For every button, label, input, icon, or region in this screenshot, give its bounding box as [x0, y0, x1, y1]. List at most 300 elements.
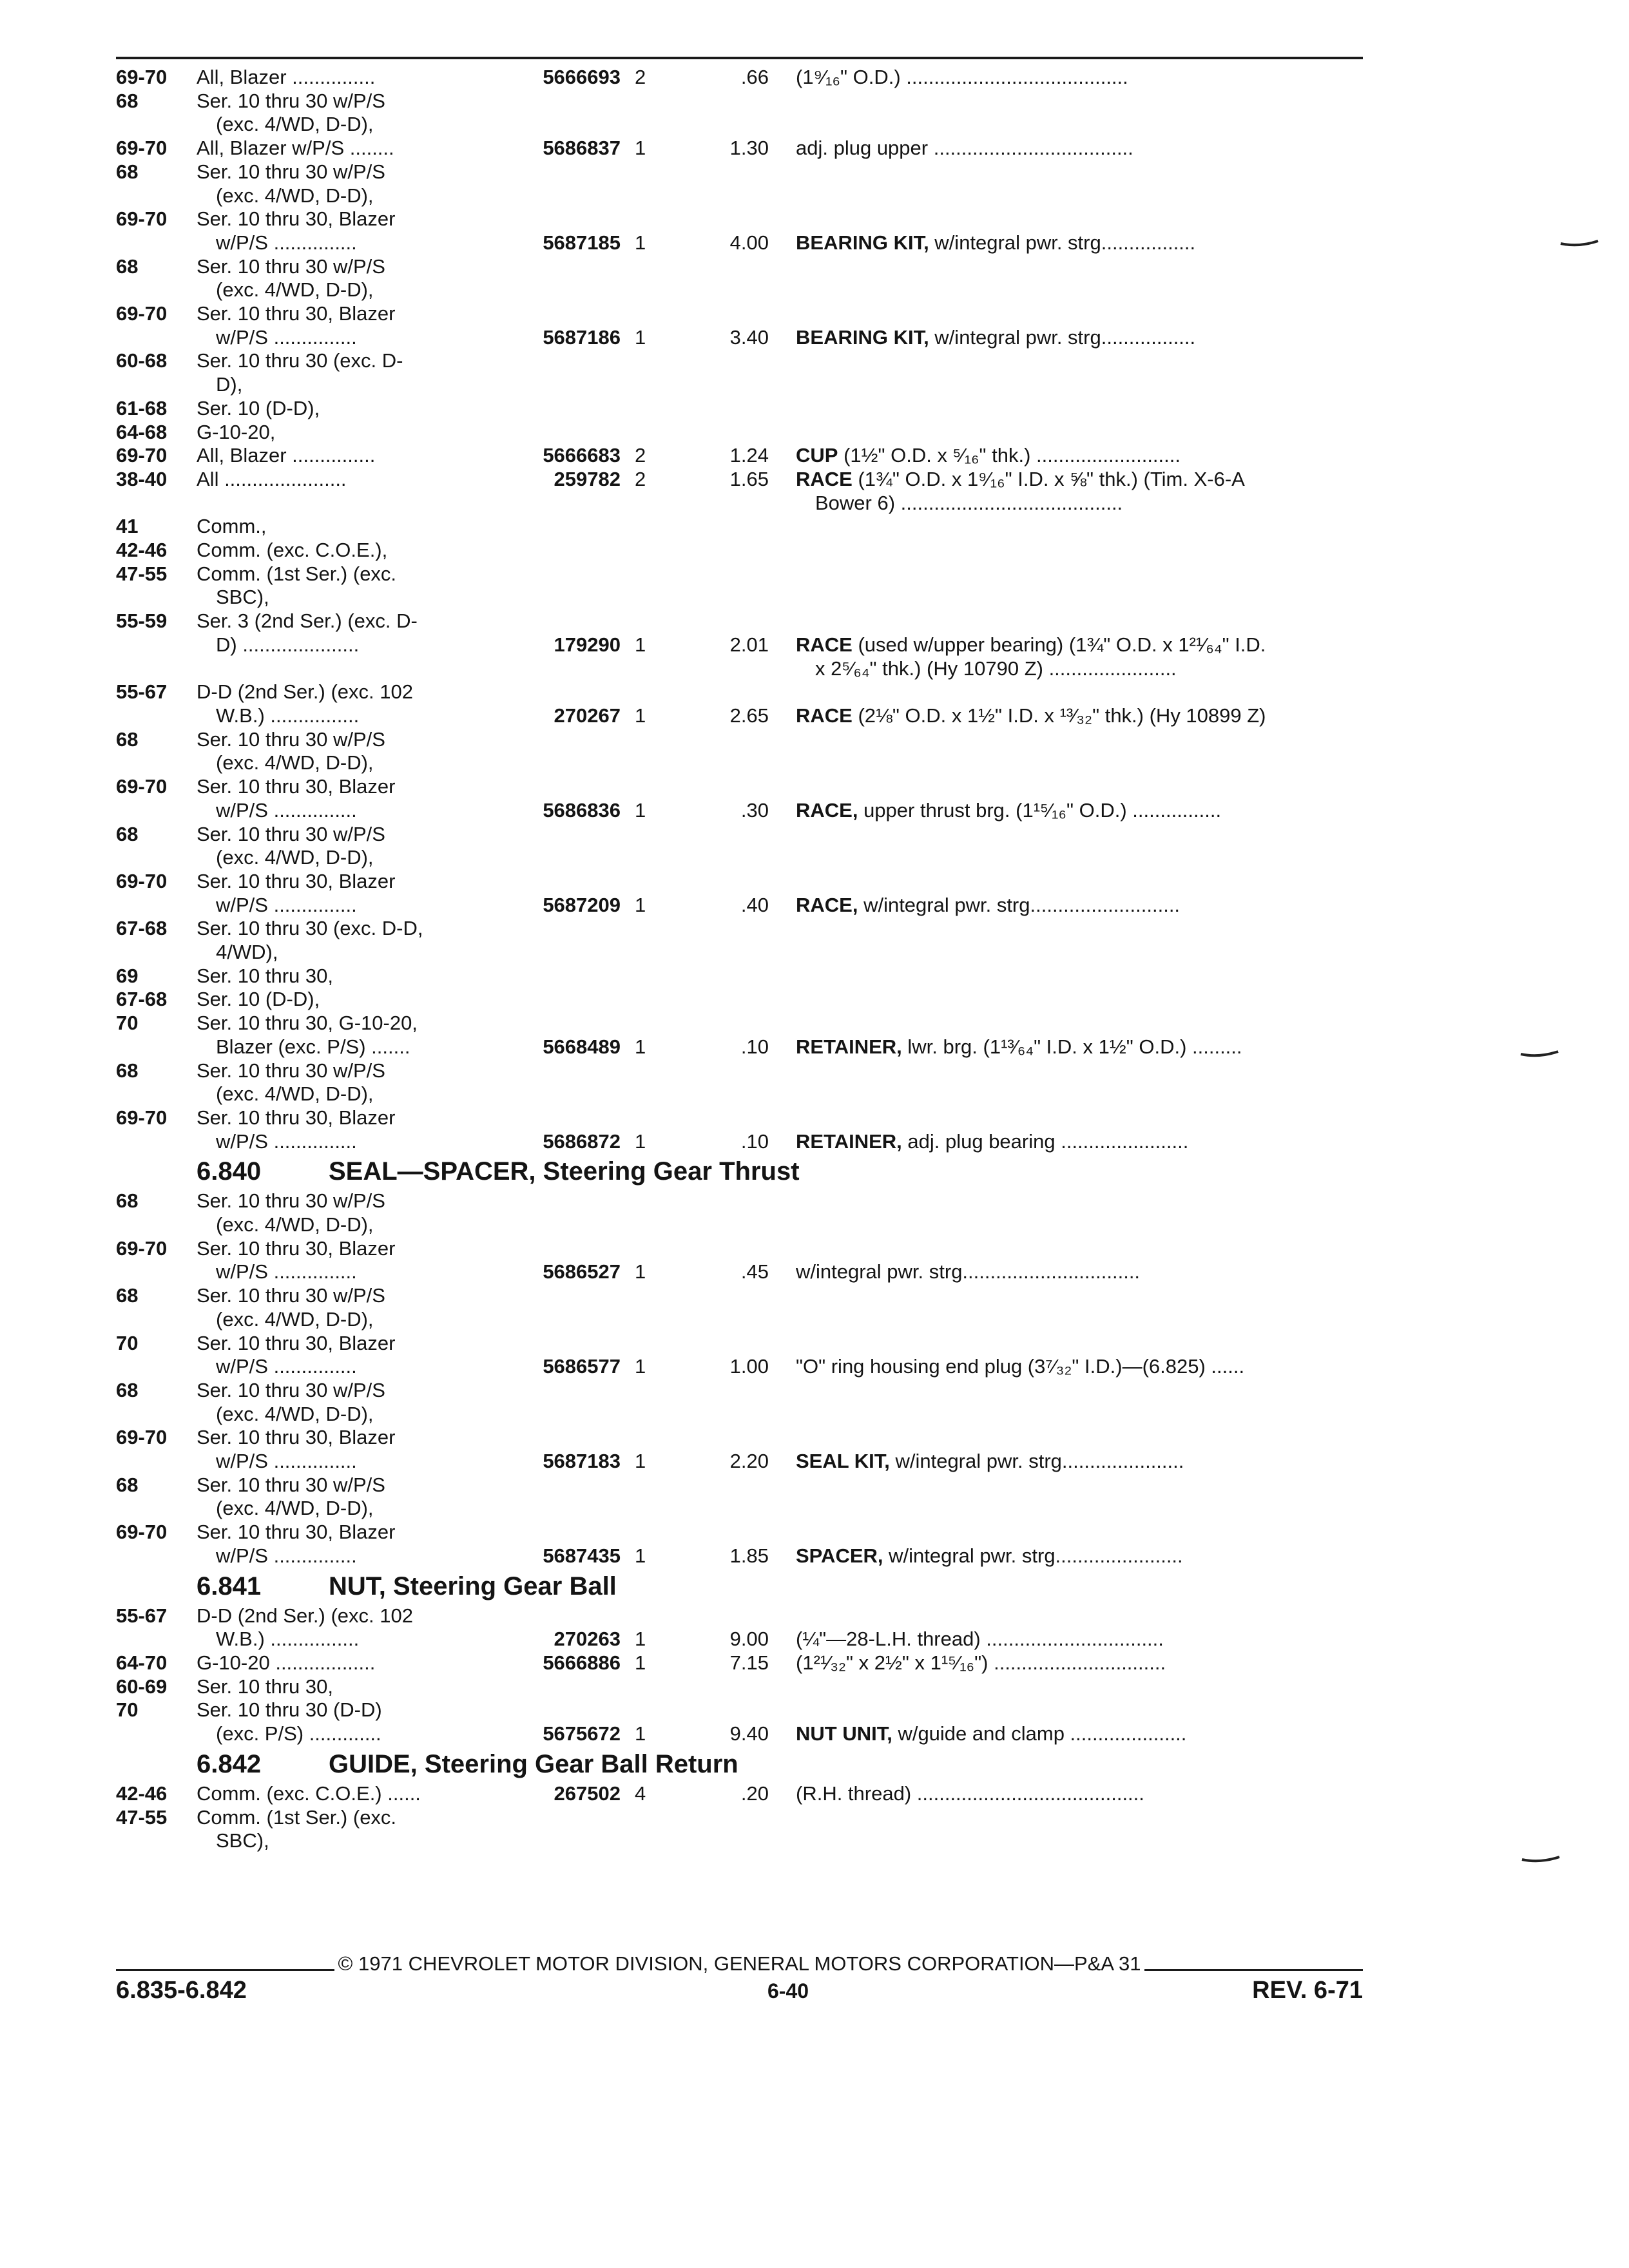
part-number: 5666683: [543, 444, 621, 467]
quantity: [628, 373, 677, 397]
quantity: [628, 728, 677, 752]
section-heading: [116, 1153, 1363, 1189]
part-number: [480, 1012, 628, 1035]
description: [796, 1651, 1350, 1675]
description: [796, 1059, 1350, 1083]
quantity: [628, 278, 677, 302]
application: Ser. 10 thru 30, Blazer: [197, 1331, 396, 1354]
model-years: 68: [116, 727, 139, 751]
description: [796, 66, 1350, 90]
description: [796, 349, 1350, 373]
description-keyword: SPACER,: [796, 1544, 883, 1567]
price: [677, 775, 796, 799]
application: (exc. 4/WD, D-D),: [216, 184, 374, 207]
description: [796, 1722, 1350, 1746]
description: [796, 444, 1350, 468]
application: Ser. 10 thru 30 w/P/S: [197, 1378, 385, 1401]
part-number: 270267: [554, 704, 621, 727]
application: [197, 492, 480, 515]
application: Ser. 10 (D-D),: [197, 396, 320, 419]
price: .20: [740, 1782, 769, 1805]
description: [796, 1237, 1350, 1261]
description: [796, 988, 1350, 1012]
quantity: [628, 870, 677, 894]
application: G-10-20 ..................: [197, 1651, 376, 1674]
quantity: [628, 349, 677, 373]
part-number: [480, 184, 628, 208]
price: [677, 846, 796, 870]
model-years: 69-70: [116, 66, 168, 88]
quantity: [628, 255, 677, 279]
price: [677, 1403, 796, 1427]
description: [796, 917, 1350, 941]
part-number: [480, 160, 628, 184]
model-years: 67-68: [116, 988, 168, 1011]
application: Ser. 10 thru 30 (exc. D-D,: [197, 917, 423, 940]
part-number: [480, 515, 628, 539]
price: [677, 421, 796, 445]
description: [796, 657, 1350, 681]
model-years: 69-70: [116, 869, 168, 892]
quantity: [628, 680, 677, 704]
table-row: [116, 1450, 1363, 1474]
part-number: 5687435: [543, 1544, 621, 1567]
model-years: [116, 941, 197, 965]
price: [677, 1082, 796, 1106]
table-row: [116, 941, 1363, 965]
quantity: [628, 1012, 677, 1035]
model-years: 42-46: [116, 539, 168, 562]
quantity: [628, 90, 677, 113]
price: .30: [740, 798, 769, 822]
table-row: [116, 1106, 1363, 1130]
application: w/P/S ...............: [216, 1450, 357, 1473]
table-row: [116, 1628, 1363, 1651]
table-row: [116, 680, 1363, 704]
table-row: [116, 1012, 1363, 1035]
table-row: [116, 1544, 1363, 1568]
model-years: 47-55: [116, 1805, 168, 1829]
price: [677, 1213, 796, 1237]
part-number: 5668489: [543, 1035, 621, 1058]
price: 1.00: [729, 1355, 769, 1378]
quantity: 4: [635, 1782, 646, 1805]
application: Ser. 10 thru 30 w/P/S: [197, 89, 385, 112]
quantity: [628, 1521, 677, 1544]
description: [796, 1284, 1350, 1308]
application: Ser. 10 thru 30, Blazer: [197, 1236, 396, 1260]
quantity: 1: [635, 1544, 646, 1567]
description: [796, 231, 1350, 255]
table-row: [116, 160, 1363, 184]
description-keyword: CUP: [796, 444, 838, 467]
model-years: [116, 1403, 197, 1427]
table-row: [116, 492, 1363, 515]
application: 4/WD),: [216, 941, 278, 964]
description-text: (1½" O.D. x ⁵⁄₁₆" thk.) ..........................: [838, 444, 1181, 467]
section-number: 6.841: [197, 1571, 262, 1600]
quantity: 1: [635, 1260, 646, 1283]
quantity: [628, 775, 677, 799]
part-number: [480, 1082, 628, 1106]
description: [796, 137, 1350, 160]
application: D),: [216, 373, 243, 396]
description: [796, 1332, 1350, 1356]
application: Ser. 10 thru 30, Blazer: [197, 1426, 396, 1449]
description: [796, 751, 1350, 775]
quantity: [628, 421, 677, 445]
table-row: [116, 1082, 1363, 1106]
application: (exc. 4/WD, D-D),: [216, 1082, 374, 1106]
quantity: 1: [635, 231, 646, 254]
description: [796, 1130, 1350, 1154]
price: [677, 1829, 796, 1853]
part-number: [480, 255, 628, 279]
description-keyword: BEARING KIT,: [796, 231, 929, 254]
model-years: 68: [116, 1473, 139, 1496]
part-number: 5686836: [543, 798, 621, 822]
quantity: [628, 562, 677, 586]
description: [796, 680, 1350, 704]
description: [796, 1474, 1350, 1497]
model-years: [116, 184, 197, 208]
quantity: [628, 1213, 677, 1237]
price: [677, 515, 796, 539]
quantity: 1: [635, 893, 646, 916]
part-number: [480, 1059, 628, 1083]
quantity: [628, 1675, 677, 1699]
application: Ser. 10 thru 30 (D-D): [197, 1698, 382, 1722]
description: [796, 1426, 1350, 1450]
footer-bottom: [116, 1977, 1363, 2004]
description: [796, 1450, 1350, 1474]
application: (exc. 4/WD, D-D),: [216, 1307, 374, 1331]
part-number: 179290: [554, 633, 621, 656]
description: [796, 90, 1350, 113]
table-row: [116, 1521, 1363, 1544]
price: .45: [740, 1260, 769, 1283]
description-keyword: RETAINER,: [796, 1035, 902, 1058]
table-row: [116, 1722, 1363, 1746]
description-keyword: BEARING KIT,: [796, 325, 929, 349]
model-years: [116, 1829, 197, 1853]
quantity: [628, 1237, 677, 1261]
table-row: [116, 1403, 1363, 1427]
part-number: 5675672: [543, 1722, 621, 1745]
table-row: [116, 137, 1363, 160]
table-row: [116, 1355, 1363, 1379]
table-row: [116, 66, 1363, 90]
price: [677, 941, 796, 965]
section-title: NUT, Steering Gear Ball: [329, 1571, 617, 1600]
part-number: 5686837: [543, 137, 621, 160]
quantity: [628, 823, 677, 847]
description-text: lwr. brg. (1¹³⁄₆₄" I.D. x 1½" O.D.) .........: [901, 1035, 1242, 1058]
table-row: [116, 1675, 1363, 1699]
description: [796, 870, 1350, 894]
description: [796, 965, 1350, 988]
part-number: [480, 1308, 628, 1332]
table-row: [116, 728, 1363, 752]
description: [796, 1675, 1350, 1699]
model-years: [116, 799, 197, 823]
model-years: [116, 1544, 197, 1568]
table-row: [116, 775, 1363, 799]
table-row: [116, 1379, 1363, 1403]
application: Ser. 10 thru 30,: [197, 964, 333, 987]
model-years: 69-70: [116, 1521, 168, 1544]
description: [796, 1698, 1350, 1722]
table-row: [116, 421, 1363, 445]
model-years: [116, 894, 197, 918]
section-title: SEAL—SPACER, Steering Gear Thrust: [329, 1157, 800, 1186]
application: Comm. (1st Ser.) (exc.: [197, 562, 397, 585]
price: 9.00: [729, 1628, 769, 1651]
quantity: [628, 941, 677, 965]
description: [796, 1497, 1350, 1521]
description-keyword: SEAL KIT,: [796, 1450, 890, 1473]
price: 7.15: [729, 1651, 769, 1674]
quantity: [628, 1059, 677, 1083]
model-years: 38-40: [116, 467, 168, 490]
description: [796, 1806, 1350, 1830]
application: w/P/S ...............: [216, 798, 357, 822]
table-row: [116, 1332, 1363, 1356]
price: [677, 278, 796, 302]
description: [796, 278, 1350, 302]
price: 1.65: [729, 467, 769, 490]
model-years: 61-68: [116, 396, 168, 419]
table-row: [116, 349, 1363, 373]
description-text: (1¾" O.D. x 1⁹⁄₁₆" I.D. x ⅝" thk.) (Tim. X-6-A: [852, 467, 1245, 490]
part-number: [480, 492, 628, 515]
part-number: [480, 1604, 628, 1628]
part-number: [480, 1675, 628, 1699]
part-number: [480, 1237, 628, 1261]
application: D-D (2nd Ser.) (exc. 102: [197, 680, 413, 704]
price: [677, 728, 796, 752]
description-text: (used w/upper bearing) (1¾" O.D. x 1²¹⁄₆₄" I.D.: [852, 633, 1266, 656]
price: [677, 1284, 796, 1308]
price: [677, 1521, 796, 1544]
quantity: 1: [635, 798, 646, 822]
price: [677, 965, 796, 988]
parts-catalog-page: [116, 57, 1363, 1853]
model-years: 55-67: [116, 680, 168, 704]
price: .40: [740, 893, 769, 916]
description-text: w/integral pwr. strg.................: [929, 325, 1196, 349]
application: Ser. 10 thru 30, Blazer: [197, 302, 396, 325]
part-number: [480, 728, 628, 752]
price: [677, 255, 796, 279]
model-years: [116, 492, 197, 515]
description-text: (2⅛" O.D. x 1½" I.D. x ¹³⁄₃₂" thk.) (Hy 10899 Z): [852, 704, 1266, 727]
quantity: [628, 1604, 677, 1628]
section-range: 6.835-6.842: [116, 1977, 247, 2004]
part-number: [480, 775, 628, 799]
price: [677, 184, 796, 208]
footer-rule-left: [116, 1969, 334, 1971]
model-years: 69-70: [116, 1426, 168, 1449]
model-years: [116, 113, 197, 137]
description-text: w/integral pwr. strg.......................: [883, 1544, 1183, 1567]
price: [677, 680, 796, 704]
price: [677, 751, 796, 775]
quantity: [628, 1497, 677, 1521]
application: w/P/S ...............: [216, 893, 357, 916]
part-number: 5686527: [543, 1260, 621, 1283]
application: All, Blazer ...............: [197, 66, 376, 88]
application: Comm. (exc. C.O.E.),: [197, 539, 388, 562]
part-number: [480, 1426, 628, 1450]
price: [677, 302, 796, 326]
table-row: [116, 965, 1363, 988]
model-years: 41: [116, 515, 139, 538]
application: w/P/S ...............: [216, 1355, 357, 1378]
part-number: 5687209: [543, 893, 621, 916]
quantity: [628, 1474, 677, 1497]
application: (exc. 4/WD, D-D),: [216, 1402, 374, 1425]
table-row: [116, 1497, 1363, 1521]
model-years: [116, 751, 197, 775]
application: Ser. 10 thru 30 w/P/S: [197, 727, 385, 751]
table-row: [116, 1308, 1363, 1332]
model-years: 42-46: [116, 1782, 168, 1805]
description-text: w/integral pwr. strg......................: [889, 1450, 1184, 1473]
description: [796, 586, 1350, 610]
price: [677, 160, 796, 184]
table-row: [116, 278, 1363, 302]
model-years: [116, 373, 197, 397]
quantity: [628, 988, 677, 1012]
application: Ser. 10 thru 30 (exc. D-: [197, 349, 403, 372]
application: Ser. 10 thru 30 w/P/S: [197, 1059, 385, 1082]
table-row: [116, 255, 1363, 279]
part-number: [480, 586, 628, 610]
model-years: [116, 586, 197, 610]
quantity: [628, 302, 677, 326]
part-number: [480, 1332, 628, 1356]
page-footer: [116, 1952, 1363, 2004]
description-text: x 2⁵⁄₆₄" thk.) (Hy 10790 Z) .......................: [815, 657, 1177, 680]
price: [677, 1189, 796, 1213]
description: [796, 633, 1350, 657]
quantity: 1: [635, 137, 646, 160]
table-row: [116, 1651, 1363, 1675]
quantity: [628, 965, 677, 988]
description-keyword: NUT UNIT,: [796, 1722, 892, 1745]
table-row: [116, 1474, 1363, 1497]
part-number: [480, 965, 628, 988]
model-years: 68: [116, 89, 139, 112]
part-number: [480, 1806, 628, 1830]
description: [796, 1213, 1350, 1237]
price: [677, 562, 796, 586]
description: [796, 1628, 1350, 1651]
table-row: [116, 1237, 1363, 1261]
application: (exc. 4/WD, D-D),: [216, 751, 374, 774]
description-keyword: RACE,: [796, 798, 858, 822]
model-years: 60-68: [116, 349, 168, 372]
price: .10: [740, 1035, 769, 1058]
quantity: [628, 1426, 677, 1450]
margin-check-mark: [1519, 1050, 1559, 1059]
description: [796, 302, 1350, 326]
description: [796, 184, 1350, 208]
model-years: [116, 1308, 197, 1332]
section-heading: [116, 1746, 1363, 1782]
price: [677, 349, 796, 373]
application: [197, 657, 480, 681]
description-text: Bower 6) ........................................: [815, 491, 1123, 514]
description-keyword: RETAINER,: [796, 1129, 902, 1153]
quantity: [628, 610, 677, 633]
description: [796, 1604, 1350, 1628]
part-number: [480, 1106, 628, 1130]
description: [796, 1035, 1350, 1059]
table-row: [116, 444, 1363, 468]
model-years: 69-70: [116, 137, 168, 160]
table-row: [116, 302, 1363, 326]
part-number: [480, 917, 628, 941]
quantity: [628, 539, 677, 562]
price: [677, 1012, 796, 1035]
table-row: [116, 1213, 1363, 1237]
table-row: [116, 633, 1363, 657]
description: [796, 562, 1350, 586]
part-number: [480, 373, 628, 397]
table-row: [116, 1260, 1363, 1284]
part-number: [480, 1284, 628, 1308]
price: 4.00: [729, 231, 769, 254]
part-number: [480, 1403, 628, 1427]
quantity: [628, 1106, 677, 1130]
quantity: [628, 160, 677, 184]
model-years: 68: [116, 160, 139, 183]
model-years: 64-68: [116, 420, 168, 443]
price: [677, 988, 796, 1012]
description: [796, 704, 1350, 728]
part-number: 267502: [554, 1782, 621, 1805]
description: [796, 207, 1350, 231]
quantity: [628, 1332, 677, 1356]
quantity: 1: [635, 1035, 646, 1058]
model-years: 60-69: [116, 1675, 168, 1698]
description: [796, 775, 1350, 799]
quantity: [628, 1082, 677, 1106]
description: [796, 421, 1350, 445]
copyright-text: © 1971 CHEVROLET MOTOR DIVISION, GENERAL MOTORS CORPORATION—P&A 31: [338, 1952, 1141, 1975]
price: [677, 1698, 796, 1722]
part-number: 5687186: [543, 325, 621, 349]
quantity: 2: [635, 444, 646, 467]
quantity: [628, 515, 677, 539]
application: All, Blazer ...............: [197, 444, 376, 467]
table-row: [116, 562, 1363, 586]
quantity: [628, 1189, 677, 1213]
part-number: [480, 1474, 628, 1497]
table-row: [116, 1829, 1363, 1853]
model-years: 70: [116, 1698, 139, 1722]
application: Ser. 10 thru 30 w/P/S: [197, 822, 385, 845]
application: w/P/S ...............: [216, 1129, 357, 1153]
part-number: 270263: [554, 1628, 621, 1651]
table-row: [116, 1189, 1363, 1213]
part-number: [480, 988, 628, 1012]
price: [677, 1604, 796, 1628]
model-years: 47-55: [116, 562, 168, 585]
description: [796, 823, 1350, 847]
